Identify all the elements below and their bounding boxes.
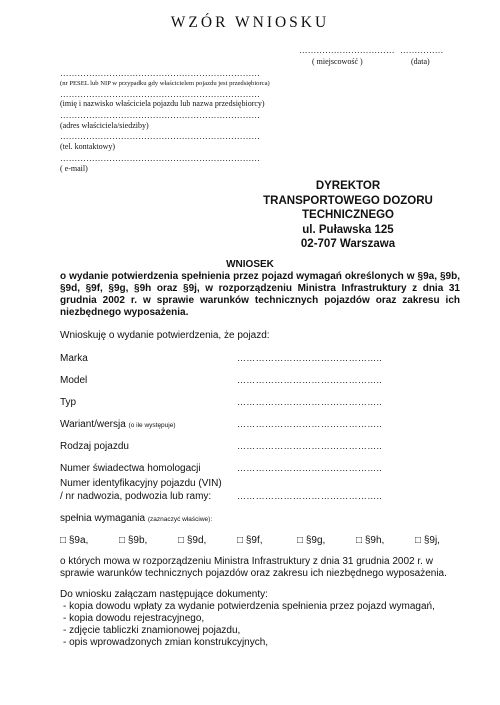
addressee-line: ul. Puławska 125 [302, 223, 394, 236]
attachment-item: - kopia dowodu wpłaty za wydanie potwierdzenia spełnienia przez pojazd wymagań, [63, 601, 435, 612]
place-label: ( miejscowość ) [312, 57, 363, 66]
request-body: o wydanie potwierdzenia spełnienia przez pojazd wymagań określonych w §9a, §9b, §9d, §9f, §9g, §9h oraz §9j, w rozporządzeniu Ministra Infrastruktury z dnia 31 grudnia 2002 r. w sprawie warunków technicznych pojazdów oraz zakresu ich niezbędnego wyposażenia. [60, 271, 460, 318]
regulation-text: o których mowa w rozporządzeniu Ministra Infrastruktury z dnia 31 grudnia 2002 r. w sprawie warunków technicznych pojazdów oraz zakresu ich niezbędnego wyposażenia. [60, 556, 447, 579]
checkbox-9a[interactable]: □ §9a, [60, 535, 89, 546]
document-title: WZÓR WNIOSKU [170, 14, 330, 31]
field-label-rodzaj: Rodzaj pojazdu [60, 441, 129, 452]
requirements-label-text: spełnia wymagania [60, 513, 146, 524]
field-input-marka[interactable]: ……………………………………….. [237, 353, 383, 363]
addressee-line: DYREKTOR [315, 180, 381, 192]
field-input-wariant[interactable]: ……………………………………….. [237, 419, 383, 429]
addressee-line: 02-707 Warszawa [300, 238, 396, 250]
checkbox-9h[interactable]: □ §9h, [356, 535, 385, 546]
request-title: WNIOSEK [226, 259, 274, 270]
field-input-rodzaj[interactable]: ……………………………………….. [237, 441, 383, 451]
attachments-intro: Do wniosku załączam następujące dokumenty: [60, 589, 268, 600]
checkbox-9d[interactable]: □ §9d, [178, 535, 207, 546]
field-input-typ[interactable]: ……………………………………….. [237, 397, 383, 407]
field-label-wariant [60, 419, 176, 430]
attachment-item: - opis wprowadzonych zmian konstrukcyjnych, [63, 637, 269, 648]
requirements-note: (zaznaczyć właściwe): [147, 516, 213, 523]
attachment-item: - kopia dowodu rejestracyjnego, [63, 613, 205, 624]
email-dots[interactable]: …………………………………………………………… [60, 153, 261, 163]
field-label-typ: Typ [60, 397, 77, 408]
address-dots[interactable]: …………………………………………………………… [60, 110, 261, 120]
pesel-dots[interactable]: …………………………………………………………… [60, 68, 261, 78]
addressee-line: TECHNICZNEGO [302, 209, 394, 221]
wariant-label-text: Wariant/wersja [60, 419, 126, 430]
field-input-vin[interactable]: ……………………………………….. [237, 491, 383, 501]
addressee-line: TRANSPORTOWEGO DOZORU [263, 194, 433, 207]
field-input-model[interactable]: ……………………………………….. [237, 375, 383, 385]
checkbox-9f[interactable]: □ §9f, [237, 535, 263, 546]
date-dots[interactable]: …………… [400, 45, 444, 55]
email-label: ( e-mail) [60, 164, 88, 173]
name-label: (imię i nazwisko właściciela pojazdu lub nazwa przedsiębiorcy) [60, 99, 265, 108]
name-dots[interactable]: …………………………………………………………… [60, 89, 261, 99]
vin-label-line1: Numer identyfikacyjny pojazdu (VIN) [60, 478, 222, 489]
field-label-marka: Marka [60, 353, 88, 364]
attachment-item: - zdjęcie tabliczki znamionowej pojazdu, [63, 625, 241, 636]
wariant-note: (o ile występuje) [128, 422, 176, 429]
field-input-homologacja[interactable]: ……………………………………….. [237, 463, 383, 473]
intro-text: Wnioskuję o wydanie potwierdzenia, że pojazd: [60, 330, 270, 341]
checkbox-9g[interactable]: □ §9g, [297, 535, 326, 546]
phone-dots[interactable]: …………………………………………………………… [60, 131, 261, 141]
checkbox-9b[interactable]: □ §9b, [119, 535, 148, 546]
field-label-homologacja: Numer świadectwa homologacji [60, 463, 201, 474]
address-label: (adres właściciela/siedziby) [60, 121, 149, 130]
pesel-label: (nr PESEL lub NIP w przypadku gdy właścicielem pojazdu jest przedsiębiorca) [60, 80, 270, 87]
checkbox-9j[interactable]: □ §9j, [415, 535, 440, 546]
addressee-block [248, 179, 448, 252]
requirements-label [60, 513, 212, 524]
field-label-model: Model [60, 375, 88, 386]
place-dots[interactable]: …………………………… [299, 45, 395, 55]
vin-label-line2: / nr nadwozia, podwozia lub ramy: [60, 491, 212, 502]
phone-label: (tel. kontaktowy) [60, 142, 116, 151]
date-label: (data) [411, 57, 430, 66]
